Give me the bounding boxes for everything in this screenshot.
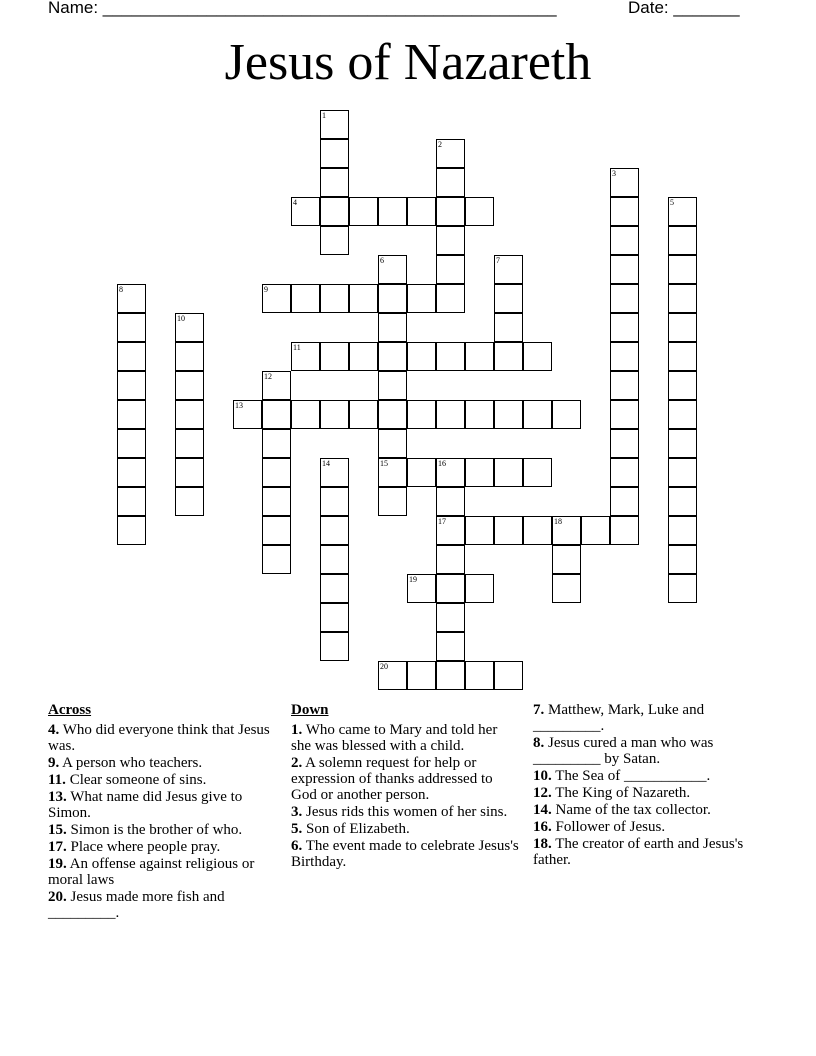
crossword-cell[interactable] — [523, 516, 552, 545]
clue-text: Follower of Jesus. — [551, 819, 666, 835]
crossword-cell[interactable] — [610, 371, 639, 400]
clue-number: 15 — [380, 459, 388, 468]
crossword-cell[interactable] — [175, 313, 204, 342]
crossword-cell[interactable] — [378, 371, 407, 400]
clue-text: The King of Nazareth. — [551, 785, 691, 801]
clue-number-label: 1. — [291, 722, 303, 738]
clue-text: What name did Jesus give to Simon. — [48, 789, 243, 821]
crossword-cell[interactable] — [610, 458, 639, 487]
crossword-cell[interactable] — [668, 545, 697, 574]
crossword-cell[interactable] — [436, 284, 465, 313]
crossword-cell[interactable] — [378, 661, 407, 690]
crossword-cell[interactable] — [117, 284, 146, 313]
crossword-cell[interactable] — [175, 371, 204, 400]
crossword-cell[interactable] — [668, 313, 697, 342]
crossword-cell[interactable] — [436, 487, 465, 516]
crossword-cell[interactable] — [320, 545, 349, 574]
crossword-cell[interactable] — [320, 516, 349, 545]
clue-text: An offense against religious or moral laws — [48, 856, 255, 888]
clue-number-label: 10. — [533, 768, 552, 784]
crossword-cell[interactable] — [610, 284, 639, 313]
across-clue — [48, 889, 276, 921]
crossword-cell[interactable] — [320, 603, 349, 632]
clue-number-label: 7. — [533, 702, 545, 718]
crossword-cell[interactable] — [320, 226, 349, 255]
across-clue — [48, 856, 276, 888]
crossword-cell[interactable] — [175, 400, 204, 429]
crossword-cell[interactable] — [320, 197, 349, 226]
crossword-cell[interactable] — [262, 284, 291, 313]
clue-text: Matthew, Mark, Luke and _________. — [533, 702, 705, 734]
crossword-cell[interactable] — [378, 400, 407, 429]
crossword-cell[interactable] — [291, 400, 320, 429]
down-clue — [533, 802, 763, 818]
crossword-cell[interactable] — [262, 371, 291, 400]
crossword-cell[interactable] — [117, 342, 146, 371]
across-clue-list — [48, 722, 276, 921]
crossword-cell[interactable] — [320, 632, 349, 661]
clue-text: Jesus made more fish and _________. — [48, 889, 225, 921]
page-title: Jesus of Nazareth — [224, 34, 592, 91]
across-clue — [48, 772, 276, 788]
crossword-cell[interactable] — [436, 545, 465, 574]
down-clue — [533, 819, 763, 835]
crossword-cell[interactable] — [581, 516, 610, 545]
crossword-cell[interactable] — [117, 371, 146, 400]
crossword-cell[interactable] — [465, 574, 494, 603]
crossword-cell[interactable] — [436, 574, 465, 603]
crossword-cell[interactable] — [378, 429, 407, 458]
clue-text: A person who teachers. — [59, 755, 203, 771]
crossword-cell[interactable] — [668, 574, 697, 603]
crossword-cell[interactable] — [494, 342, 523, 371]
crossword-cell[interactable] — [436, 632, 465, 661]
crossword-cell[interactable] — [262, 400, 291, 429]
crossword-cell[interactable] — [465, 197, 494, 226]
crossword-cell[interactable] — [378, 197, 407, 226]
crossword-cell[interactable] — [117, 516, 146, 545]
crossword-cell[interactable] — [320, 139, 349, 168]
clue-number-label: 20. — [48, 889, 67, 905]
crossword-cell[interactable] — [378, 342, 407, 371]
crossword-cell[interactable] — [262, 487, 291, 516]
crossword-cell[interactable] — [436, 342, 465, 371]
across-heading: Across — [48, 702, 92, 718]
crossword-cell[interactable] — [523, 458, 552, 487]
clue-number: 10 — [177, 314, 185, 323]
down-clue-list — [291, 722, 521, 870]
crossword-cell[interactable] — [668, 371, 697, 400]
clue-number-label: 6. — [291, 838, 303, 854]
crossword-cell[interactable] — [465, 516, 494, 545]
crossword-cell[interactable] — [668, 400, 697, 429]
crossword-cell[interactable] — [494, 313, 523, 342]
crossword-cell[interactable] — [291, 284, 320, 313]
crossword-cell[interactable] — [320, 168, 349, 197]
crossword-cell[interactable] — [610, 342, 639, 371]
crossword-cell[interactable] — [117, 429, 146, 458]
crossword-cell[interactable] — [117, 400, 146, 429]
crossword-cell[interactable] — [117, 313, 146, 342]
down-clue — [533, 836, 763, 868]
clue-number-label: 2. — [291, 755, 303, 771]
across-clues-column — [48, 702, 276, 922]
crossword-cell[interactable] — [610, 487, 639, 516]
crossword-cell[interactable] — [552, 516, 581, 545]
crossword-cell[interactable] — [320, 487, 349, 516]
crossword-cell[interactable] — [117, 458, 146, 487]
crossword-cell[interactable] — [494, 255, 523, 284]
clue-number-label: 12. — [533, 785, 552, 801]
clue-number: 1 — [322, 111, 326, 120]
crossword-cell[interactable] — [465, 400, 494, 429]
crossword-cell[interactable] — [668, 226, 697, 255]
clue-text: Name of the tax collector. — [551, 802, 711, 818]
crossword-cell[interactable] — [407, 284, 436, 313]
down-clue — [291, 804, 521, 820]
crossword-cell[interactable] — [436, 226, 465, 255]
clue-number: 16 — [438, 459, 446, 468]
crossword-cell[interactable] — [523, 342, 552, 371]
crossword-cell[interactable] — [668, 458, 697, 487]
across-clue — [48, 722, 276, 754]
crossword-cell[interactable] — [262, 545, 291, 574]
clue-text: A solemn request for help or expression of thanks addressed to God or another person. — [291, 755, 493, 803]
crossword-cell[interactable] — [407, 458, 436, 487]
crossword-cell[interactable] — [552, 574, 581, 603]
crossword-cell[interactable] — [494, 400, 523, 429]
crossword-cell[interactable] — [117, 487, 146, 516]
crossword-cell[interactable] — [436, 139, 465, 168]
clue-number: 14 — [322, 459, 330, 468]
crossword-cell[interactable] — [320, 284, 349, 313]
down-clue — [533, 768, 763, 784]
clue-number-label: 15. — [48, 822, 67, 838]
down-clues-column-continued — [533, 702, 763, 869]
crossword-cell[interactable] — [610, 429, 639, 458]
crossword-cell[interactable] — [610, 400, 639, 429]
crossword-cell[interactable] — [552, 545, 581, 574]
crossword-cell[interactable] — [291, 342, 320, 371]
crossword-cell[interactable] — [494, 516, 523, 545]
crossword-cell[interactable] — [668, 516, 697, 545]
clue-number-label: 9. — [48, 755, 60, 771]
crossword-cell[interactable] — [320, 400, 349, 429]
crossword-cell[interactable] — [378, 458, 407, 487]
clue-number: 19 — [409, 575, 417, 584]
crossword-cell[interactable] — [610, 313, 639, 342]
crossword-cell[interactable] — [349, 284, 378, 313]
crossword-cell[interactable] — [378, 284, 407, 313]
clue-number-label: 14. — [533, 802, 552, 818]
clue-text: Son of Elizabeth. — [302, 821, 410, 837]
clue-text: The creator of earth and Jesus's father. — [533, 836, 744, 868]
crossword-cell[interactable] — [407, 574, 436, 603]
down-clue — [291, 755, 521, 803]
crossword-cell[interactable] — [668, 429, 697, 458]
clue-text: The event made to celebrate Jesus's Birthday. — [291, 838, 519, 870]
crossword-cell[interactable] — [436, 603, 465, 632]
clue-number-label: 17. — [48, 839, 67, 855]
crossword-cell[interactable] — [320, 342, 349, 371]
clue-number: 17 — [438, 517, 446, 526]
crossword-cell[interactable] — [262, 429, 291, 458]
clue-number: 9 — [264, 285, 268, 294]
clue-number-label: 13. — [48, 789, 67, 805]
crossword-cell[interactable] — [233, 400, 262, 429]
crossword-cell[interactable] — [349, 342, 378, 371]
crossword-cell[interactable] — [436, 400, 465, 429]
crossword-cell[interactable] — [436, 197, 465, 226]
crossword-cell[interactable] — [610, 168, 639, 197]
crossword-cell[interactable] — [320, 574, 349, 603]
crossword-cell[interactable] — [378, 487, 407, 516]
across-clue — [48, 839, 276, 855]
clue-number: 6 — [380, 256, 384, 265]
clue-number-label: 11. — [48, 772, 66, 788]
clue-number: 4 — [293, 198, 297, 207]
clue-text: The Sea of ___________. — [551, 768, 711, 784]
down-clue — [291, 838, 521, 870]
crossword-cell[interactable] — [668, 197, 697, 226]
clue-number: 3 — [612, 169, 616, 178]
clue-number: 12 — [264, 372, 272, 381]
crossword-cell[interactable] — [378, 255, 407, 284]
clue-number-label: 3. — [291, 804, 303, 820]
crossword-cell[interactable] — [668, 284, 697, 313]
crossword-cell[interactable] — [291, 197, 320, 226]
down-clue — [291, 722, 521, 754]
crossword-cell[interactable] — [378, 313, 407, 342]
crossword-cell[interactable] — [436, 168, 465, 197]
clue-number: 5 — [670, 198, 674, 207]
crossword-cell[interactable] — [494, 284, 523, 313]
clue-text: Jesus cured a man who was _________ by Satan. — [533, 735, 714, 767]
crossword-cell[interactable] — [436, 516, 465, 545]
clue-text: Who came to Mary and told her she was blessed with a child. — [291, 722, 498, 754]
across-clue — [48, 755, 276, 771]
crossword-cell[interactable] — [465, 661, 494, 690]
crossword-cell[interactable] — [262, 516, 291, 545]
clue-text: Clear someone of sins. — [65, 772, 207, 788]
crossword-cell[interactable] — [465, 342, 494, 371]
crossword-cell[interactable] — [552, 400, 581, 429]
down-clues-column — [291, 702, 521, 871]
clue-number: 8 — [119, 285, 123, 294]
crossword-cell[interactable] — [465, 458, 494, 487]
crossword-cell[interactable] — [610, 226, 639, 255]
crossword-cell[interactable] — [523, 400, 552, 429]
clue-number: 7 — [496, 256, 500, 265]
clue-text: Simon is the brother of who. — [66, 822, 243, 838]
crossword-cell[interactable] — [436, 458, 465, 487]
clue-number-label: 4. — [48, 722, 60, 738]
down-clue — [533, 735, 763, 767]
crossword-cell[interactable] — [175, 458, 204, 487]
crossword-cell[interactable] — [407, 342, 436, 371]
crossword-cell[interactable] — [668, 487, 697, 516]
crossword-cell[interactable] — [610, 255, 639, 284]
crossword-cell[interactable] — [262, 458, 291, 487]
clue-number-label: 19. — [48, 856, 67, 872]
crossword-cell[interactable] — [610, 516, 639, 545]
crossword-cell[interactable] — [320, 110, 349, 139]
clue-text: Place where people pray. — [66, 839, 221, 855]
crossword-cell[interactable] — [175, 487, 204, 516]
date-field-line: Date: _______ — [628, 0, 740, 17]
down-clue — [291, 821, 521, 837]
crossword-cell[interactable] — [494, 661, 523, 690]
clue-number: 2 — [438, 140, 442, 149]
clue-text: Jesus rids this women of her sins. — [302, 804, 508, 820]
down-clue-list-continued — [533, 702, 763, 868]
down-clue — [533, 785, 763, 801]
clue-number-label: 5. — [291, 821, 303, 837]
across-clue — [48, 789, 276, 821]
crossword-cell[interactable] — [407, 400, 436, 429]
crossword-cell[interactable] — [494, 458, 523, 487]
down-clue — [533, 702, 763, 734]
crossword-cell[interactable] — [175, 342, 204, 371]
crossword-cell[interactable] — [436, 255, 465, 284]
down-heading: Down — [291, 702, 329, 718]
clue-number: 11 — [293, 343, 301, 352]
crossword-cell[interactable] — [407, 661, 436, 690]
name-field-line: Name: ________________________________________________ — [48, 0, 557, 17]
crossword-cell[interactable] — [349, 400, 378, 429]
clue-number: 18 — [554, 517, 562, 526]
crossword-cell[interactable] — [320, 458, 349, 487]
crossword-cell[interactable] — [407, 197, 436, 226]
crossword-cell[interactable] — [175, 429, 204, 458]
crossword-cell[interactable] — [610, 197, 639, 226]
clue-number-label: 8. — [533, 735, 545, 751]
crossword-cell[interactable] — [668, 342, 697, 371]
clue-text: Who did everyone think that Jesus was. — [48, 722, 270, 754]
crossword-cell[interactable] — [436, 661, 465, 690]
clue-number: 13 — [235, 401, 243, 410]
crossword-cell[interactable] — [349, 197, 378, 226]
across-clue — [48, 822, 276, 838]
clue-number: 20 — [380, 662, 388, 671]
clue-number-label: 18. — [533, 836, 552, 852]
clue-number-label: 16. — [533, 819, 552, 835]
crossword-cell[interactable] — [668, 255, 697, 284]
